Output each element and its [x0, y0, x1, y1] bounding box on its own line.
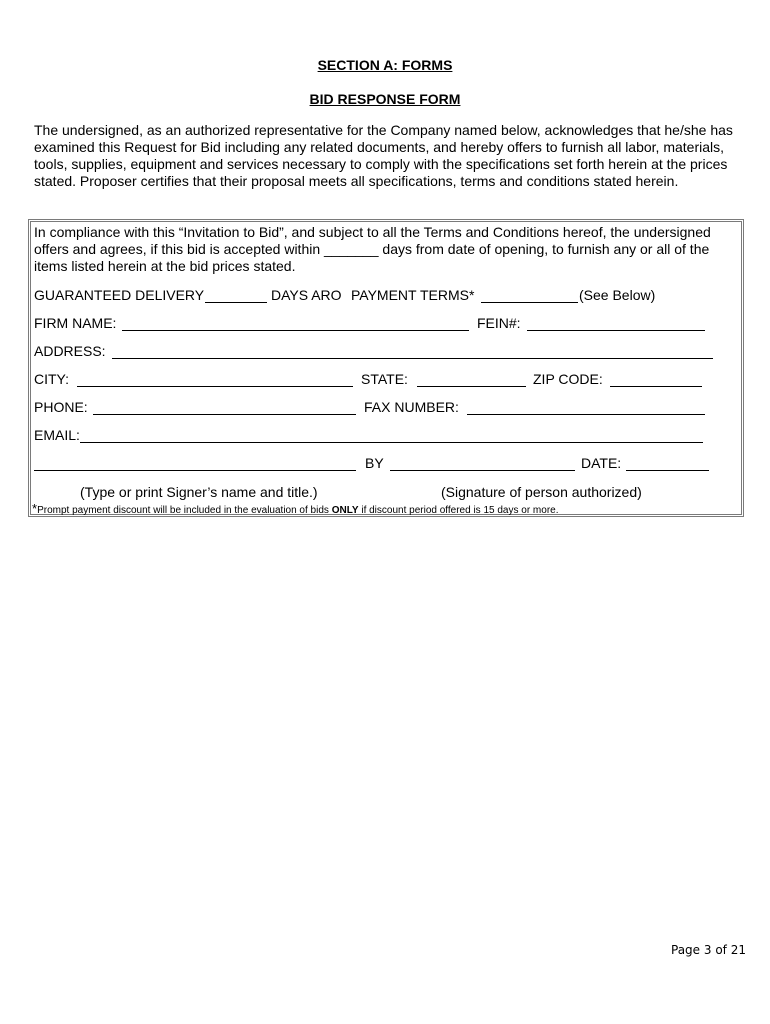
email-label: EMAIL:	[34, 427, 80, 443]
phone-field[interactable]	[93, 414, 356, 415]
signer-name-field[interactable]	[34, 470, 356, 471]
state-label: STATE:	[361, 371, 408, 387]
intro-paragraph: The undersigned, as an authorized representative for the Company named below, acknowledges that he/she has examined this Request for Bid including any related documents, and hereby offers to furnish all labor, materials, tools, supplies, equipment and services necessary to comply with the specifications set forth herein at the prices stated. Proposer certifies that their proposal meets all specifications, terms and conditions stated herein.	[34, 122, 733, 189]
by-label: BY	[365, 455, 384, 471]
signature-caption: (Signature of person authorized)	[441, 484, 642, 500]
compliance-paragraph: In compliance with this “Invitation to Bid”, and subject to all the Terms and Conditions hereof, the undersigned offers and agrees, if this bid is accepted within _______ days from date of opening, to furnish any or all of the items listed herein at the bid prices stated.	[34, 224, 711, 274]
payment-footnote	[32, 501, 558, 516]
see-below-label: (See Below)	[579, 287, 656, 303]
zip-code-label: ZIP CODE:	[533, 371, 603, 387]
payment-terms-field[interactable]	[481, 302, 578, 303]
zip-code-field[interactable]	[610, 386, 702, 387]
address-label: ADDRESS:	[34, 343, 106, 359]
form-title: BID RESPONSE FORM	[309, 91, 461, 107]
address-field[interactable]	[112, 358, 713, 359]
firm-name-label: FIRM NAME:	[34, 315, 117, 331]
footnote-text-b: if discount period offered is 15 days or more.	[358, 505, 559, 516]
firm-name-field[interactable]	[122, 330, 469, 331]
footnote-bold: ONLY	[331, 505, 359, 516]
guaranteed-delivery-label: GUARANTEED DELIVERY	[34, 287, 205, 303]
state-field[interactable]	[417, 386, 526, 387]
footnote-asterisk: *	[32, 501, 38, 516]
date-label: DATE:	[581, 455, 622, 471]
page-number: Page 3 of 21	[671, 943, 746, 957]
email-field[interactable]	[80, 442, 703, 443]
phone-label: PHONE:	[34, 399, 88, 415]
city-field[interactable]	[77, 386, 353, 387]
footnote-text-a: Prompt payment discount will be included in the evaluation of bids	[37, 505, 332, 516]
days-aro-label: DAYS ARO	[271, 287, 342, 303]
fax-number-label: FAX NUMBER:	[364, 399, 459, 415]
signer-caption: (Type or print Signer’s name and title.)	[80, 484, 318, 500]
signature-field[interactable]	[390, 470, 575, 471]
section-title: SECTION A: FORMS	[317, 57, 453, 73]
fein-label: FEIN#:	[477, 315, 521, 331]
fax-number-field[interactable]	[467, 414, 705, 415]
date-field[interactable]	[626, 470, 709, 471]
fein-field[interactable]	[527, 330, 705, 331]
city-label: CITY:	[34, 371, 70, 387]
delivery-days-field[interactable]	[205, 302, 267, 303]
payment-terms-label: PAYMENT TERMS*	[351, 287, 475, 303]
